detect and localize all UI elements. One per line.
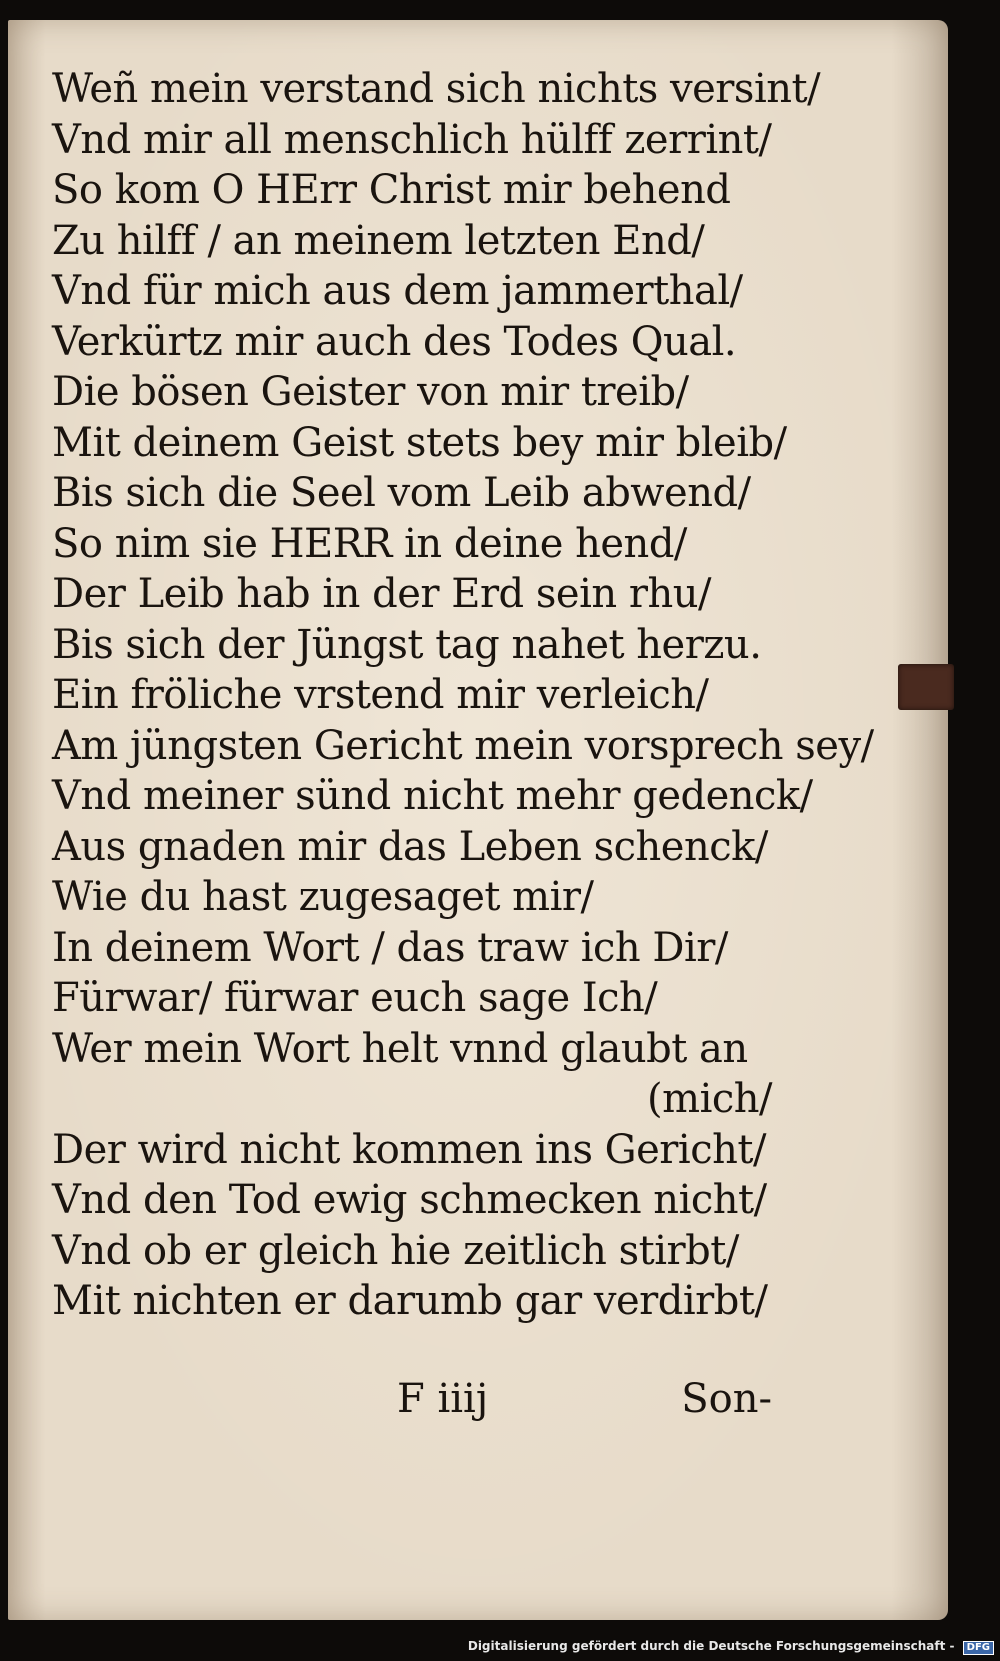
- text-line: Mit nichten er darumb gar verdirbt/: [52, 1278, 768, 1324]
- digitization-credit: [468, 1639, 994, 1655]
- text-line: Die bösen Geister von mir treib/: [52, 369, 689, 415]
- text-line: Wer mein Wort helt vnnd glaubt an: [52, 1025, 748, 1072]
- text-line: In deinem Wort / das traw ich Dir/: [52, 924, 728, 971]
- dfg-logo: DFG: [963, 1641, 994, 1655]
- text-line: Fürwar/ fürwar euch sage Ich/: [52, 975, 658, 1021]
- text-line: Am jüngsten Gericht mein vorsprech sey/: [52, 722, 874, 769]
- text-line: Vnd für mich aus dem jammerthal/: [52, 268, 743, 314]
- page-footer-line: [52, 1376, 812, 1432]
- signature-mark: F iiij: [397, 1376, 489, 1422]
- text-line: Mit deinem Geist stets bey mir bleib/: [52, 419, 787, 466]
- catchword: Son-: [681, 1376, 772, 1422]
- book-page: [8, 20, 948, 1620]
- text-line: Vnd mir all menschlich hülff zerrint/: [52, 116, 772, 163]
- text-line: Vnd ob er gleich hie zeitlich stirbt/: [52, 1227, 739, 1274]
- text-line: Der Leib hab in der Erd sein rhu/: [52, 571, 711, 617]
- text-line: Verkürtz mir auch des Todes Qual.: [52, 318, 737, 365]
- text-line: Bis sich die Seel vom Leib abwend/: [52, 470, 751, 516]
- text-line: Aus gnaden mir das Leben schenck/: [52, 823, 768, 870]
- text-line: Zu hilff / an meinem letzten End/: [52, 217, 705, 264]
- text-line: Der wird nicht kommen ins Gericht/: [52, 1126, 766, 1173]
- text-line: Bis sich der Jüngst tag nahet herzu.: [52, 621, 762, 668]
- text-line: Weñ mein verstand sich nichts versint/: [52, 66, 821, 112]
- bookmark-tab: [898, 664, 954, 710]
- poem-text: [52, 64, 874, 1327]
- text-line-continuation: (mich/: [647, 1076, 772, 1122]
- credit-text: Digitalisierung gefördert durch die Deutsche Forschungsgemeinschaft -: [467, 1639, 955, 1653]
- text-line: So nim sie HERR in deine hend/: [52, 520, 687, 567]
- text-line: Wie du hast zugesaget mir/: [52, 874, 594, 920]
- text-line: Vnd den Tod ewig schmecken nicht/: [52, 1177, 767, 1223]
- text-line: Vnd meiner sünd nicht mehr gedenck/: [52, 773, 813, 819]
- text-line: Ein fröliche vrstend mir verleich/: [52, 672, 709, 718]
- text-line: So kom O HErr Christ mir behend: [52, 167, 731, 213]
